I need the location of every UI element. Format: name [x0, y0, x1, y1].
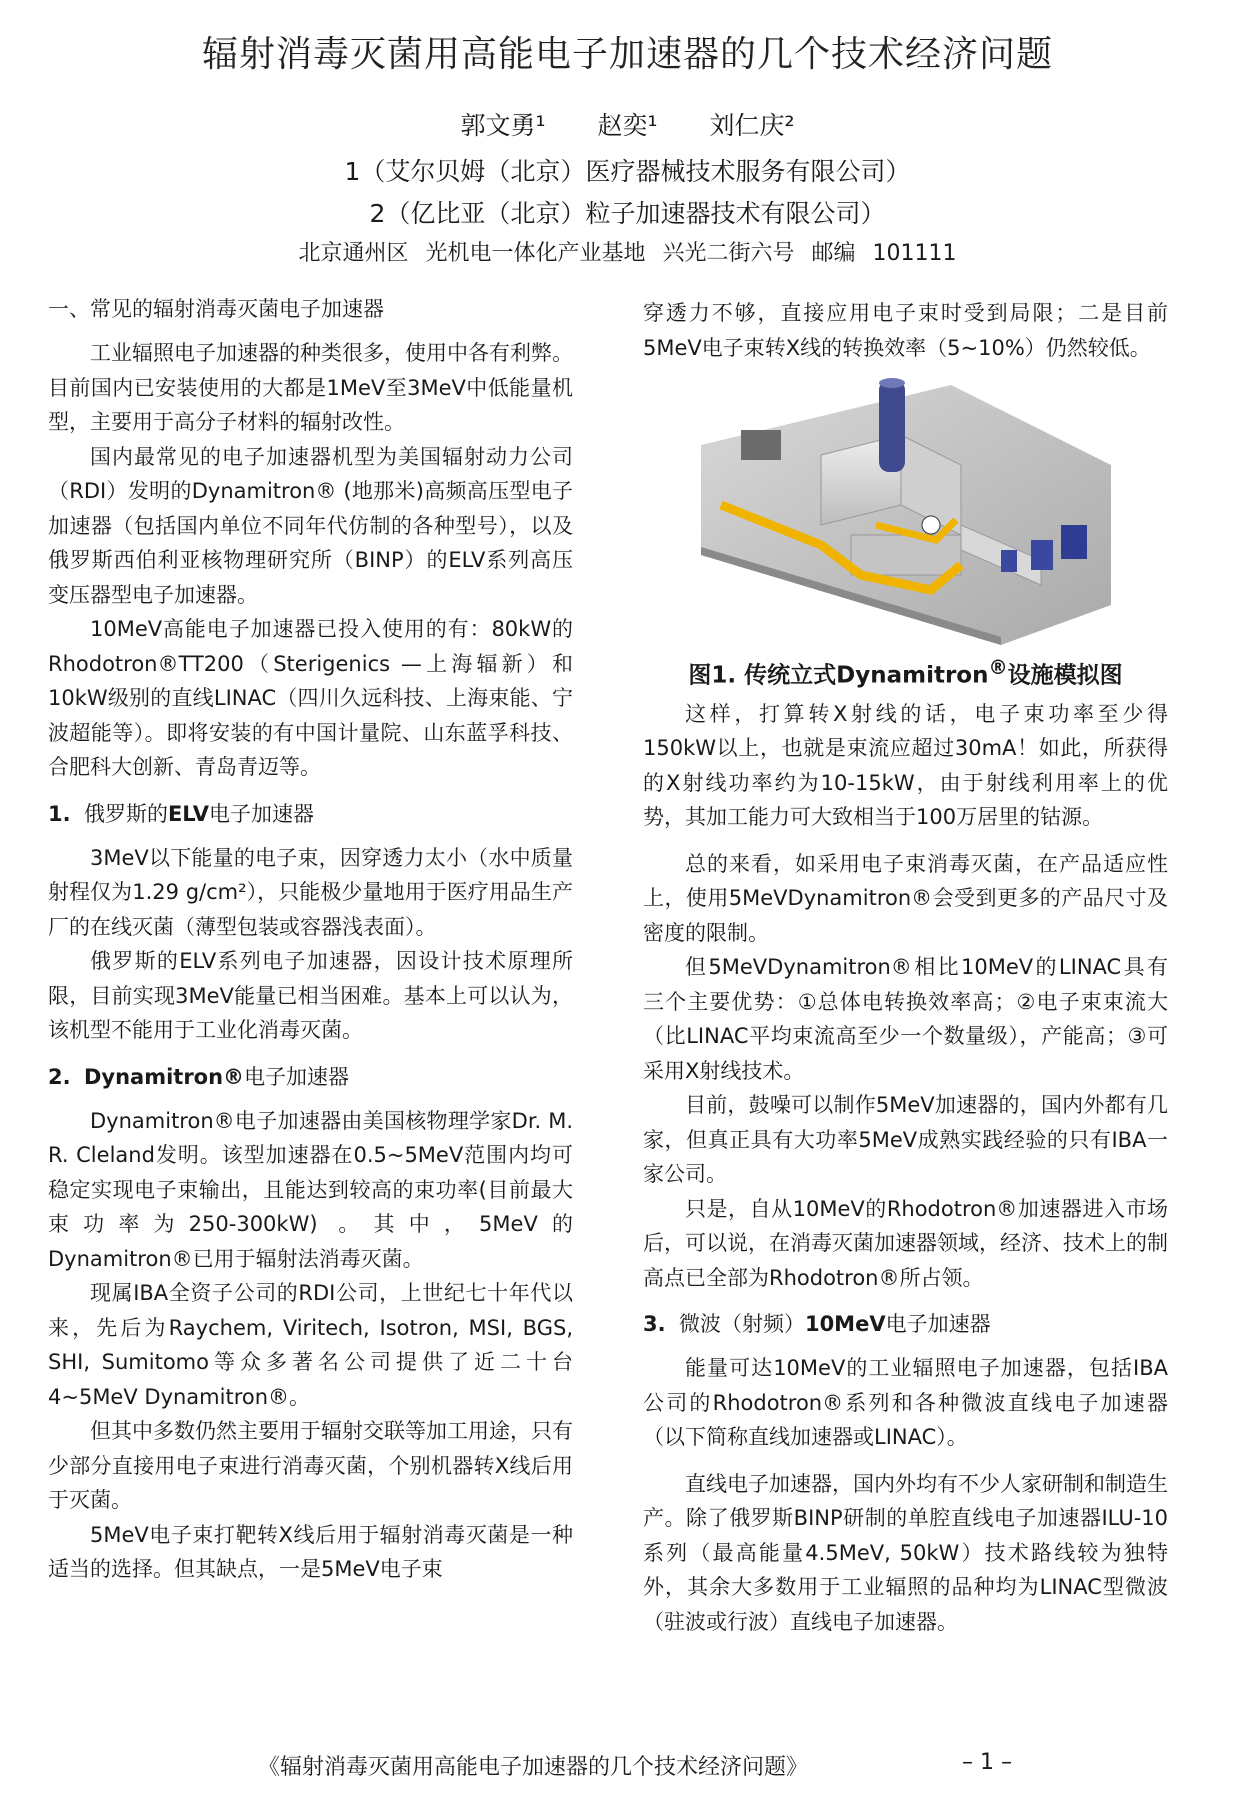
paragraph: 工业辐照电子加速器的种类很多，使用中各有利弊。目前国内已安装使用的大都是1MeV至3MeV中低能量机型，主要用于高分子材料的辐射改性。 [48, 341, 573, 434]
page-number: – 1 – [962, 1750, 1012, 1775]
paragraph: 现属IBA全资子公司的RDI公司，上世纪七十年代以来，先后为Raychem, Viritech, Isotron, MSI, BGS, SHI, Sumitomo等众多著名公司提供了近二十台4~5MeV Dynamitron®。 [48, 1281, 573, 1409]
paragraph: 国内最常见的电子加速器机型为美国辐射动力公司（RDI）发明的Dynamitron® (地那米)高频高压型电子加速器（包括国内单位不同年代仿制的各种型号），以及俄罗斯西伯利亚核物理研究所（BINP）的ELV系列高压变压器型电子加速器。 [48, 444, 573, 607]
paragraph: 能量可达10MeV的工业辐照电子加速器，包括IBA公司的Rhodotron®系列和各种微波直线电子加速器（以下简称直线加速器或LINAC）。 [643, 1356, 1168, 1450]
facility-illustration [701, 375, 1111, 645]
paragraph: 但5MeVDynamitron®相比10MeV的LINAC具有三个主要优势：①总体电转换效率高；②电子束束流大（比LINAC平均束流高至少一个数量级），产能高；③可采用X射线技术。 [643, 955, 1168, 1083]
author-3: 刘仁庆² [709, 111, 795, 140]
heading-bold-text: 10MeV [804, 1312, 886, 1337]
paragraph: Dynamitron®电子加速器由美国核物理学家Dr. M. R. Cleland发明。该型加速器在0.5~5MeV范围内均可稳定实现电子束输出，且能达到较高的束功率(目前最大束功率为250-300kW) 。其中，5MeV的Dynamitron®已用于辐射法消毒灭菌。 [48, 1108, 573, 1271]
author-2: 赵奕¹ [597, 111, 658, 140]
right-column [643, 296, 1168, 1639]
heading-text: 电子加速器 [885, 1312, 991, 1337]
heading-bold-text: Dynamitron® [83, 1064, 245, 1089]
caption-superscript: ® [988, 656, 1008, 679]
subsection-heading-dynamitron [48, 1060, 573, 1094]
heading-text: 电子加速器 [209, 801, 315, 826]
paragraph: 5MeV电子束打靶转X线后用于辐射消毒灭菌是一种适当的选择。但其缺点，一是5MeV电子束 [48, 1522, 573, 1581]
left-column [48, 292, 573, 1587]
floor-slab [701, 385, 1111, 645]
scan-horn [922, 516, 940, 534]
equipment-cabinet [1061, 525, 1087, 559]
paragraph: 这样，打算转X射线的话，电子束功率至少得150kW以上，也就是束流应超过30mA！如此，所获得的X射线功率约为10-15kW，由于射线利用率上的优势，其加工能力可大致相当于100万居里的钴源。 [643, 701, 1168, 830]
subsection-heading-elv [48, 797, 573, 831]
caption-text: 设施模拟图 [1007, 662, 1123, 689]
author-1: 郭文勇¹ [460, 111, 546, 140]
affiliation-2: 2（亿比亚（北京）粒子加速器技术有限公司） [369, 199, 886, 228]
heading-number: 1. [48, 801, 71, 826]
heading-text: 电子加速器 [244, 1064, 350, 1089]
address: 北京通州区 光机电一体化产业基地 兴光二街六号 邮编 101111 [298, 241, 957, 266]
paragraph: 目前，鼓噪可以制作5MeV加速器的，国内外都有几家，但真正具有大功率5MeV成熟实践经验的只有IBA一家公司。 [643, 1093, 1168, 1187]
facility-figure [701, 375, 1111, 645]
paragraph: 穿透力不够，直接应用电子束时受到局限；二是目前5MeV电子束转X线的转换效率（5~10%）仍然较低。 [643, 301, 1168, 360]
paragraph: 只是，自从10MeV的Rhodotron®加速器进入市场后，可以说，在消毒灭菌加速器领域，经济、技术上的制高点已全部为Rhodotron®所占领。 [643, 1196, 1168, 1290]
paragraph: 10MeV高能电子加速器已投入使用的有：80kW的Rhodotron®TT200（Sterigenics —上海辐新）和10kW级别的直线LINAC（四川久远科技、上海束能、宁波超能等）。即将安装的有中国计量院、山东蓝孚科技、合肥科大创新、青岛青迈等。 [48, 617, 573, 779]
heading-number: 3. [643, 1312, 666, 1337]
equipment-cabinet [741, 430, 781, 460]
affiliation-1: 1（艾尔贝姆（北京）医疗器械技术服务有限公司） [344, 157, 911, 186]
paragraph: 总的来看，如采用电子束消毒灭菌，在产品适应性上，使用5MeVDynamitron®会受到更多的产品尺寸及密度的限制。 [643, 851, 1168, 945]
paragraph: 直线电子加速器，国内外均有不少人家研制和制造生产。除了俄罗斯BINP研制的单腔直线电子加速器ILU-10系列（最高能量4.5MeV, 50kW）技术路线较为独特外，其余大多数用于工业辐照的品种均为LINAC型微波（驻波或行波）直线电子加速器。 [643, 1471, 1168, 1634]
section-heading-1: 一、常见的辐射消毒灭菌电子加速器 [48, 297, 384, 321]
paragraph: 但其中多数仍然主要用于辐射交联等加工用途，只有少部分直接用电子束进行消毒灭菌，个别机器转X线后用于灭菌。 [48, 1419, 573, 1512]
heading-number: 2. [48, 1064, 71, 1089]
page-title: 辐射消毒灭菌用高能电子加速器的几个技术经济问题 [201, 34, 1053, 75]
paragraph: 俄罗斯的ELV系列电子加速器，因设计技术原理所限，目前实现3MeV能量已相当困难。基本上可以认为，该机型不能用于工业化消毒灭菌。 [48, 949, 573, 1042]
heading-text: 微波（射频） [678, 1312, 805, 1337]
caption-text: 图1. 传统立式Dynamitron [688, 662, 989, 689]
paragraph: 3MeV以下能量的电子束，因穿透力太小（水中质量射程仅为1.29 g/cm²），只能极少量地用于医疗用品生产厂的在线灭菌（薄型包装或容器浅表面）。 [48, 845, 573, 939]
shield-wall [851, 535, 961, 575]
figure-caption [643, 651, 1168, 693]
subsection-heading-linac [643, 1307, 1168, 1341]
tank-top [879, 378, 905, 388]
heading-bold-text: ELV [167, 801, 210, 826]
footer-title: 《辐射消毒灭菌用高能电子加速器的几个技术经济问题》 [258, 1755, 809, 1780]
equipment-cabinet [1001, 550, 1017, 572]
author-list [0, 106, 1255, 142]
heading-text: 俄罗斯的 [83, 801, 168, 826]
accelerator-tank [879, 380, 905, 472]
equipment-cabinet [1031, 540, 1053, 570]
